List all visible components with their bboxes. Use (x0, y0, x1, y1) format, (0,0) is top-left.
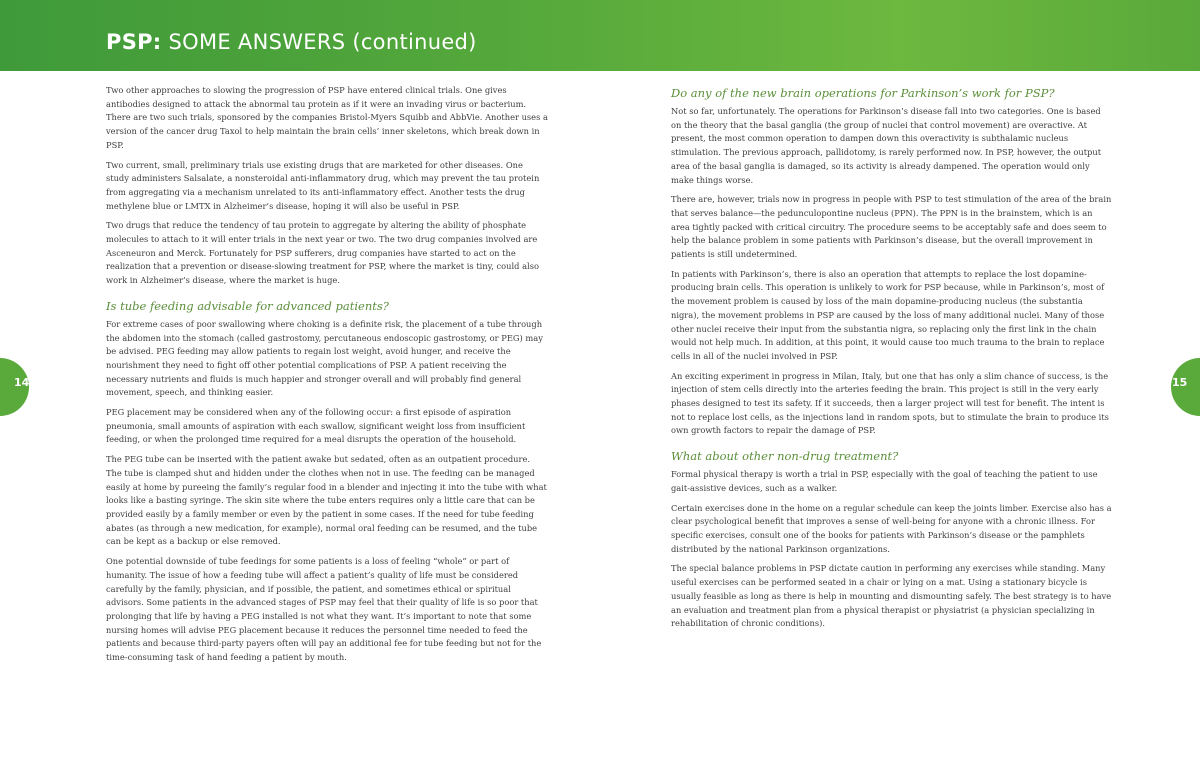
section-heading-brain-operations: Do any of the new brain operations for Parkinson’s work for PSP? (671, 86, 1055, 100)
paragraph: Two current, small, preliminary trials use existing drugs that are marketed for other diseases. One study administers Salsalate, a nonsteroidal anti-inflammatory drug, which may prevent the tau protein from aggregating via a mechanism unrelated to its anti-inflammatory effect. Another tests the drug methylene blue or LMTX in Alzheimer’s disease, hoping it will also be useful in PSP. (106, 159, 540, 211)
title-prefix: PSP: (106, 30, 162, 54)
title-text: SOME ANSWERS (continued) (161, 30, 477, 54)
page-number-right: 15 (1172, 376, 1188, 389)
paragraph: The PEG tube can be inserted with the patient awake but sedated, often as an outpatient procedure. The tube is clamped shut and hidden under the clothes when not in use. The feeding can be managed easily at home by pureeing the family’s regular food in a blender and injecting it into the tube with what looks like a basting syringe. The skin site where the tube enters requires only a little care that can be provided easily by a family member or even by the patient in some cases. If the need for tube feeding abates (as through a new medication, for example), normal oral feeding can be resumed, and the tube can be kept as a backup or else removed. (106, 454, 547, 547)
paragraph: Two other approaches to slowing the progression of PSP have entered clinical trials. One gives antibodies designed to attack the abnormal tau protein as if it were an invading virus or bacterium. There are two such trials, sponsored by the companies Bristol-Myers Squibb and AbbVie. Another uses a version of the cancer drug Taxol to help maintain the brain cells’ inner skeletons, which break down in PSP. (106, 85, 548, 150)
paragraph: The special balance problems in PSP dictate caution in performing any exercises while standing. Many useful exercises can be performed seated in a chair or lying on a mat. Using a stationary bicycle is usually feasible as long as there is help in mounting and dismounting safely. The best strategy is to have an evaluation and treatment plan from a physical therapist or physiatrist (a physician specializing in rehabilitation of chronic conditions). (671, 563, 1112, 629)
paragraph: Not so far, unfortunately. The operations for Parkinson’s disease fall into two categories. One is based on the theory that the basal ganglia (the group of nuclei that control movement) are overactive. At present, the most common operation to dampen down this overactivity is subthalamic nucleus stimulation. The previous approach, pallidotomy, is rarely performed now. In PSP, however, the output area of the basal ganglia is damaged, so its activity is already dampened. The operation would only make things worse. (671, 106, 1102, 185)
paragraph: One potential downside of tube feedings for some patients is a loss of feeling “whole” or part of humanity. The issue of how a feeding tube will affect a patient’s quality of life must be considered carefully by the family, physician, and if possible, the patient, and sometimes ethical or spiritual advisors. Some patients in the advanced stages of PSP may feel that their quality of life is so poor that prolonging that life by having a PEG installed is not what they want. It’s important to note that some nursing homes will advise PEG placement because it reduces the personnel time needed to feed the patients and because third-party payers often will pay an additional fee for tube feeding but not for the time-consuming task of hand feeding a patient by mouth. (106, 556, 542, 663)
paragraph: There are, however, trials now in progress in people with PSP to test stimulation of the area of the brain that serves balance—the pedunculopontine nucleus (PPN). The PPN is in the brainstem, which is an area tightly packed with critical circuitry. The procedure seems to be acceptably safe and does seem to help the balance problem in some patients with Parkinson’s disease, but the overall improvement in patients is still undetermined. (671, 194, 1112, 260)
paragraph: Certain exercises done in the home on a regular schedule can keep the joints limber. Exercise also has a clear psychological benefit that improves a sense of well-being for anyone with a chronic illness. For specific exercises, consult one of the books for patients with Parkinson’s disease or the pamphlets distributed by the national Parkinson organizations. (671, 502, 1112, 554)
paragraph: Formal physical therapy is worth a trial in PSP, especially with the goal of teaching the patient to use gait-assistive devices, such as a walker. (671, 469, 1098, 493)
paragraph: PEG placement may be considered when any of the following occur: a first episode of aspiration pneumonia, small amounts of aspiration with each swallow, significant weight loss from insufficient feeding, or when the prolonged time required for a meal disrupts the operation of the household. (106, 407, 526, 445)
section-heading-tube-feeding: Is tube feeding advisable for advanced patients? (106, 298, 389, 313)
header-banner (0, 0, 1200, 71)
paragraph: In patients with Parkinson’s, there is also an operation that attempts to replace the lost dopamine-producing brain cells. This operation is unlikely to work for PSP because, while in Parkinson’s, most of the movement problem is caused by loss of the main dopamine-producing nucleus (the substantia nigra), the movement problems in PSP are caused by the loss of many additional nuclei. Many of those other nuclei receive their input from the substantia nigra, so replacing only the first link in the chain would not help much. In addition, at this point, it would cause too much trauma to the brain to replace cells in all of the nuclei involved in PSP. (671, 268, 1105, 361)
left-column (106, 84, 548, 671)
paragraph: An exciting experiment in progress in Milan, Italy, but one that has only a slim chance of success, is the injection of stem cells directly into the arteries feeding the brain. This project is still in the very early phases designed to test its safety. If it succeeds, then a larger project will test for benefit. The intent is not to replace lost cells, as the injections land in random spots, but to stimulate the brain to produce its own growth factors to repair the damage of PSP. (671, 370, 1109, 436)
paragraph: Two drugs that reduce the tendency of tau protein to aggregate by altering the ability of phosphate molecules to attach to it will enter trials in the next year or two. The two drug companies involved are Asceneuron and Merck. Fortunately for PSP sufferers, drug companies have started to act on the realization that a prevention or disease-slowing treatment for PSP, where the market is tiny, could also work in Alzheimer’s disease, where the market is huge. (106, 220, 539, 286)
section-heading-non-drug-treatment: What about other non-drug treatment? (671, 449, 899, 464)
paragraph: For extreme cases of poor swallowing where choking is a definite risk, the placement of a tube through the abdomen into the stomach (called gastrostomy, percutaneous endoscopic gastrostomy, or PEG) may be advised. PEG feeding may allow patients to regain lost weight, avoid hunger, and receive the nourishment they need to fight off other potential complications of PSP. A patient receiving the necessary nutrients and fluids is much happier and stronger overall and will probably find general movement, speech, and thinking easier. (106, 318, 543, 398)
right-column (671, 84, 1113, 637)
page-number-left: 14 (14, 376, 30, 389)
page-title (106, 30, 477, 54)
